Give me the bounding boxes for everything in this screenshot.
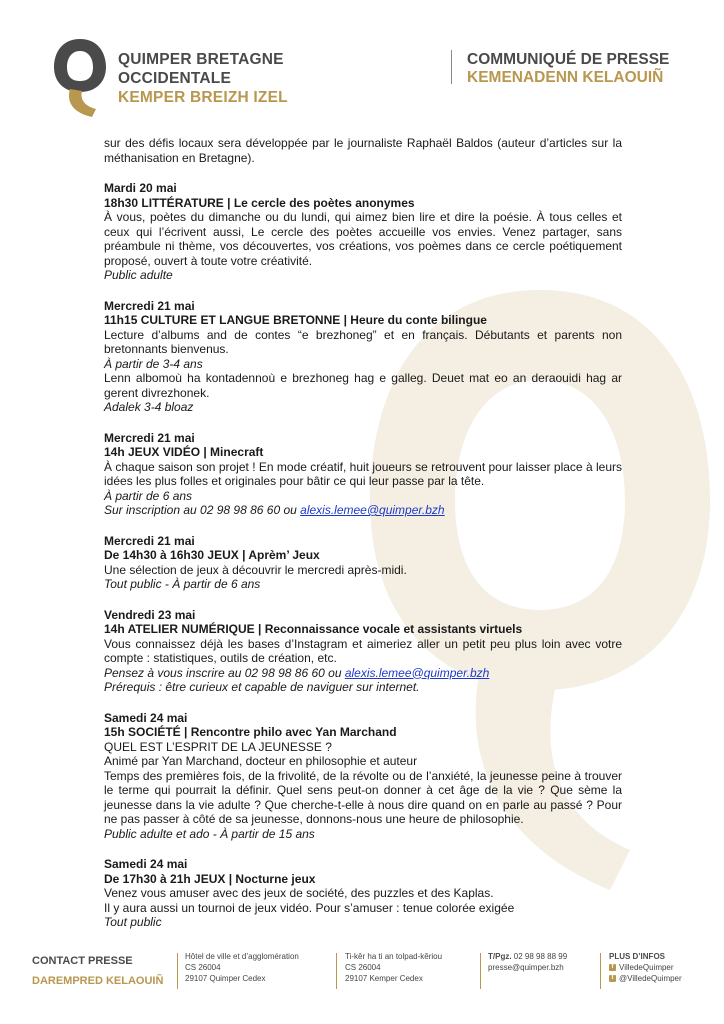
footer-divider — [480, 953, 481, 989]
address-line: CS 26004 — [345, 963, 381, 972]
phone-email — [488, 951, 567, 973]
event-registration — [104, 503, 622, 518]
org-line-1: QUIMPER BRETAGNE — [118, 51, 284, 68]
event-host: Animé par Yan Marchand, docteur en philosophie et auteur — [104, 754, 418, 768]
footer-divider — [600, 953, 601, 989]
event-date: Mercredi 21 mai — [104, 298, 195, 313]
org-line-2: OCCIDENTALE — [118, 70, 231, 87]
press-contact — [32, 951, 163, 991]
email-link[interactable]: alexis.lemee@quimper.bzh — [300, 503, 445, 517]
event-audience-breton: Adalek 3-4 bloaz — [104, 400, 194, 414]
event-audience: Tout public — [104, 915, 162, 929]
event-title: De 17h30 à 21h JEUX | Nocturne jeux — [104, 871, 316, 886]
event-1 — [104, 181, 622, 283]
facebook-link[interactable] — [609, 962, 682, 973]
event-4 — [104, 534, 622, 592]
address-line: 29107 Quimper Cedex — [185, 974, 266, 983]
event-title: 11h15 CULTURE ET LANGUE BRETONNE | Heure du conte bilingue — [104, 313, 487, 327]
intro-paragraph: sur des défis locaux sera développée par le journaliste Raphaël Baldos (auteur d’articles sur la méthanisation en Bretagne). — [104, 136, 622, 165]
twitter-link[interactable] — [609, 973, 682, 984]
address-line: CS 26004 — [185, 963, 221, 972]
event-date: Vendredi 23 mai — [104, 607, 196, 622]
page-header — [0, 0, 724, 120]
address-line: 29107 Kemper Cedex — [345, 974, 423, 983]
contact-label: CONTACT PRESSE — [32, 955, 133, 967]
event-audience: À partir de 6 ans — [104, 488, 193, 503]
phone-line — [488, 951, 567, 962]
twitter-handle: @VilledeQuimper — [619, 974, 682, 983]
press-line-2: KEMENADENN KELAOUIÑ — [467, 69, 664, 86]
event-title: 15h SOCIÉTÉ | Rencontre philo avec Yan Marchand — [104, 725, 397, 739]
event-description-2: Il y aura aussi un tournoi de jeux vidéo. Pour s’amuser : tenue colorée exigée — [104, 900, 515, 915]
event-description: Lecture d’albums and de contes “e brezhoneg” et en français. Débutants et parents non bretonnants bienvenus. — [104, 327, 622, 356]
organisation-name — [118, 50, 288, 107]
document-body — [104, 136, 622, 930]
more-info-label: PLUS D’INFOS — [609, 952, 666, 961]
address-breton — [345, 951, 442, 984]
press-email[interactable]: presse@quimper.bzh — [488, 963, 564, 972]
event-title: De 14h30 à 16h30 JEUX | Aprèm’ Jeux — [104, 548, 320, 562]
event-audience: À partir de 3-4 ans — [104, 356, 203, 371]
more-info — [609, 951, 682, 984]
event-description: Venez vous amuser avec des jeux de société, des puzzles et des Kaplas. — [104, 886, 494, 900]
event-description: Vous connaissez déjà les bases d’Instagram et aimeriez aller un petit peu plus loin avec votre compte : statistiques, outils de création, etc. — [104, 636, 622, 665]
quimper-logo-icon — [52, 37, 108, 119]
header-divider — [451, 50, 452, 84]
press-release-label — [467, 51, 669, 87]
facebook-icon: f — [609, 964, 616, 971]
registration-text: Pensez à vous inscrire au 02 98 98 86 60 ou — [104, 665, 345, 680]
event-description-breton: Lenn albomoù ha kontadennoù e brezhoneg hag e galleg. Deuet mat eo an deraouidi hag ar gerent divrezhonek. — [104, 371, 622, 400]
phone-number[interactable]: 02 98 98 88 99 — [513, 952, 568, 961]
facebook-handle: VilledeQuimper — [619, 963, 674, 972]
event-description: À chaque saison son projet ! En mode créatif, huit joueurs se retrouvent pour laisser place à leurs idées les plus folles et originales pour bâtir ce qui leur passe par la tête. — [104, 459, 622, 488]
footer-divider — [336, 953, 337, 989]
address-line: Ti-kêr ha ti an tolpad-kêriou — [345, 952, 443, 961]
org-line-3: KEMPER BREIZH IZEL — [118, 89, 288, 106]
event-date: Mercredi 21 mai — [104, 533, 195, 548]
event-audience: Public adulte — [104, 268, 173, 282]
event-date: Mercredi 21 mai — [104, 430, 195, 445]
email-link[interactable]: alexis.lemee@quimper.bzh — [344, 665, 490, 680]
event-date: Mardi 20 mai — [104, 181, 177, 195]
event-title: 14h JEUX VIDÉO | Minecraft — [104, 445, 264, 459]
event-2 — [104, 299, 622, 415]
event-date: Samedi 24 mai — [104, 857, 188, 871]
event-6 — [104, 711, 622, 842]
address-line: Hôtel de ville et d’agglomération — [185, 952, 299, 961]
press-line-1: COMMUNIQUÉ DE PRESSE — [467, 51, 670, 68]
event-description: Une sélection de jeux à découvrir le mercredi après-midi. — [104, 562, 407, 577]
event-3 — [104, 431, 622, 518]
event-prerequisite: Prérequis : être curieux et capable de naviguer sur internet. — [104, 680, 420, 694]
event-date: Samedi 24 mai — [104, 710, 188, 725]
event-audience: Public adulte et ado - À partir de 15 ans — [104, 826, 315, 841]
event-subtitle: QUEL EST L’ESPRIT DE LA JEUNESSE ? — [104, 739, 332, 754]
event-audience: Tout public - À partir de 6 ans — [104, 577, 261, 591]
contact-label-breton: DAREMPRED KELAOUIÑ — [32, 975, 164, 987]
page-footer — [0, 945, 724, 1005]
phone-label: T/Pgz. — [488, 952, 512, 961]
twitter-icon: t — [609, 975, 616, 982]
event-title: 14h ATELIER NUMÉRIQUE | Reconnaissance vocale et assistants virtuels — [104, 622, 523, 636]
event-title: 18h30 LITTÉRATURE | Le cercle des poètes anonymes — [104, 195, 415, 210]
event-registration — [104, 666, 622, 681]
event-description: Temps des premières fois, de la frivolité, de la révolte ou de l’anxiété, la jeunesse peine à trouver le terme qui pourrait la définir. Quel sens peut-on donner à cet âge de la vie ? Que sème la jeunesse dans la vie adulte ? Que cherche-t-elle à nous dire quand on en parle au passé ? Pour ne pas passer à côté de sa jeunesse, donnons-nous une heure de philosophie. — [104, 768, 622, 826]
event-description: À vous, poètes du dimanche ou du lundi, qui aimez bien lire et dire la poésie. À tous celles et ceux qui l’écrivent aussi, Le cercle des poètes accueille vos envies. Venez partager, sans préambule ni thème, vos découvertes, vos créations, vos poèmes dans ce cercle poétiquement proposé, ouvert à toute votre créativité. — [104, 210, 622, 268]
registration-text: Sur inscription au 02 98 98 86 60 ou — [104, 503, 301, 517]
event-7 — [104, 857, 622, 930]
address-french — [185, 951, 299, 984]
footer-divider — [177, 953, 178, 989]
event-5 — [104, 608, 622, 695]
